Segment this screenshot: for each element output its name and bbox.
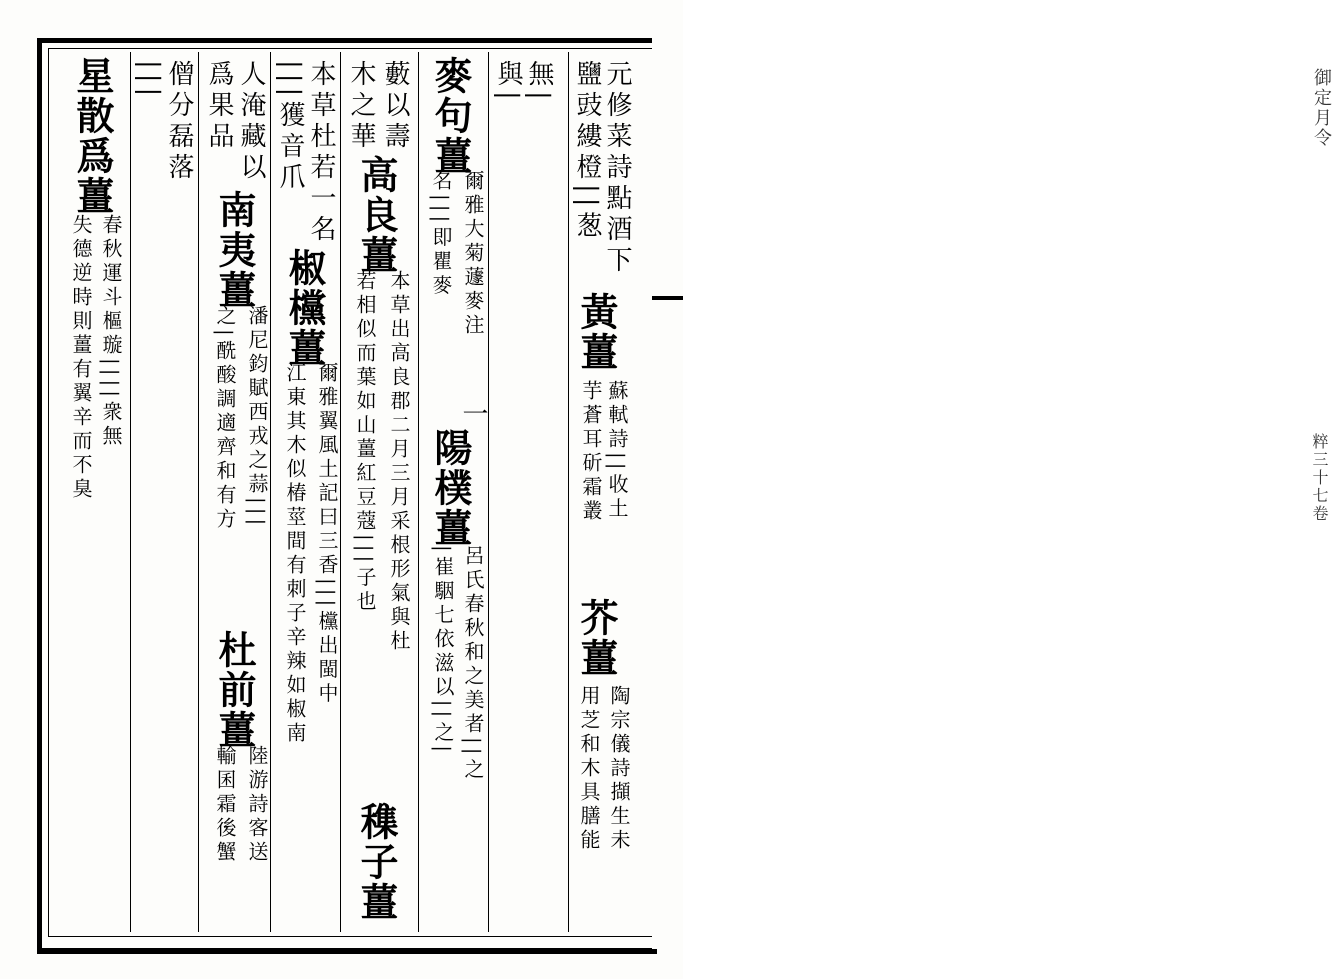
- column-2-text: 無|: [524, 60, 554, 105]
- column-1-note: 蘇軾詩||收土: [605, 380, 629, 522]
- column-6-text-2: 爲果品: [204, 60, 234, 153]
- column-7-text-2: |||: [134, 60, 164, 102]
- column-8-note-2: 失德逆時則薑有翼辛而不臭: [69, 214, 93, 502]
- column-3-note-3: 呂氏春秋和之美者||之: [461, 545, 485, 783]
- column-1-note-3: 陶宗儀詩擷生未: [607, 685, 631, 853]
- column-4-heading: 高良薑: [354, 155, 399, 275]
- column-3-heading-2: 陽樸薑: [428, 428, 473, 548]
- column-7-text: 僧分磊落: [164, 60, 194, 184]
- column-4-note-2: 若相似而葉如山薑紅豆蔻|||子也: [353, 270, 377, 615]
- column-5-note-2: 江東其木似椿莖間有刺子辛辣如椒南: [283, 362, 307, 746]
- column-3-note-2: 名|||即瞿麥: [429, 170, 453, 299]
- column-6-heading-2: 杜前薑: [212, 630, 257, 750]
- column-rule: [418, 52, 419, 932]
- column-4-text-2: 木之華: [346, 60, 376, 153]
- column-5-text: 本草杜若一名: [306, 60, 336, 246]
- margin-fold-mark: [652, 296, 683, 300]
- column-rule: [488, 52, 489, 932]
- column-3-note: 爾雅大菊蘧麥注: [461, 170, 485, 338]
- column-4-heading-2: 穕子薑: [354, 802, 399, 922]
- column-rule: [270, 52, 271, 932]
- column-6-note-4: 輸囷霜後蟹: [213, 745, 237, 865]
- column-5-note: 爾雅翼風土記曰三香|||欓出閩中: [315, 362, 339, 707]
- column-5-heading: 椒欓薑: [282, 248, 327, 368]
- column-6-note-2: 之|酰酸調適齊和有方: [213, 305, 237, 532]
- column-4-note: 本草出高良郡二月三月采根形氣與杜: [387, 270, 411, 654]
- column-3-note-4: |崔駰七依滋以||之|: [431, 545, 455, 756]
- column-rule: [568, 52, 569, 932]
- column-6-note-3: 陸游詩客送: [245, 745, 269, 865]
- column-6-text: 人淹藏以: [236, 60, 266, 184]
- column-6-heading: 南夷薑: [212, 190, 257, 310]
- column-rule: [130, 52, 131, 932]
- column-5-text-2: |||獲音爪: [275, 60, 305, 195]
- column-4-text: 藪以壽: [380, 60, 410, 153]
- column-3-heading: 麥句薑: [428, 56, 473, 176]
- column-8-note: 春秋運斗樞璇||||衆無: [99, 214, 123, 449]
- column-2-text-2: 與|: [493, 60, 523, 105]
- inner-border: [48, 48, 653, 937]
- column-1-text: 元修菜詩點酒下: [602, 60, 632, 277]
- column-1-heading-2: 芥薑: [574, 598, 619, 678]
- column-6-note: 潘尼鈞賦西戎之蒜|||: [245, 305, 269, 530]
- column-3-mark: 一: [458, 400, 488, 431]
- margin-volume: 粹三十七卷: [1310, 433, 1329, 523]
- column-1-note-4: 用芝和木具膳能: [577, 685, 601, 853]
- column-8-heading: 星散爲薑: [70, 56, 115, 216]
- margin-title: 御定月令: [1311, 68, 1332, 148]
- column-rule: [340, 52, 341, 932]
- column-rule: [198, 52, 199, 932]
- column-1-text-2: 鹽豉縷橙||葱: [572, 60, 602, 243]
- page-margin: [652, 38, 1332, 949]
- column-1-note-2: 芋蒼耳斫霜叢: [579, 380, 603, 524]
- column-1-heading: 黃薑: [574, 292, 619, 372]
